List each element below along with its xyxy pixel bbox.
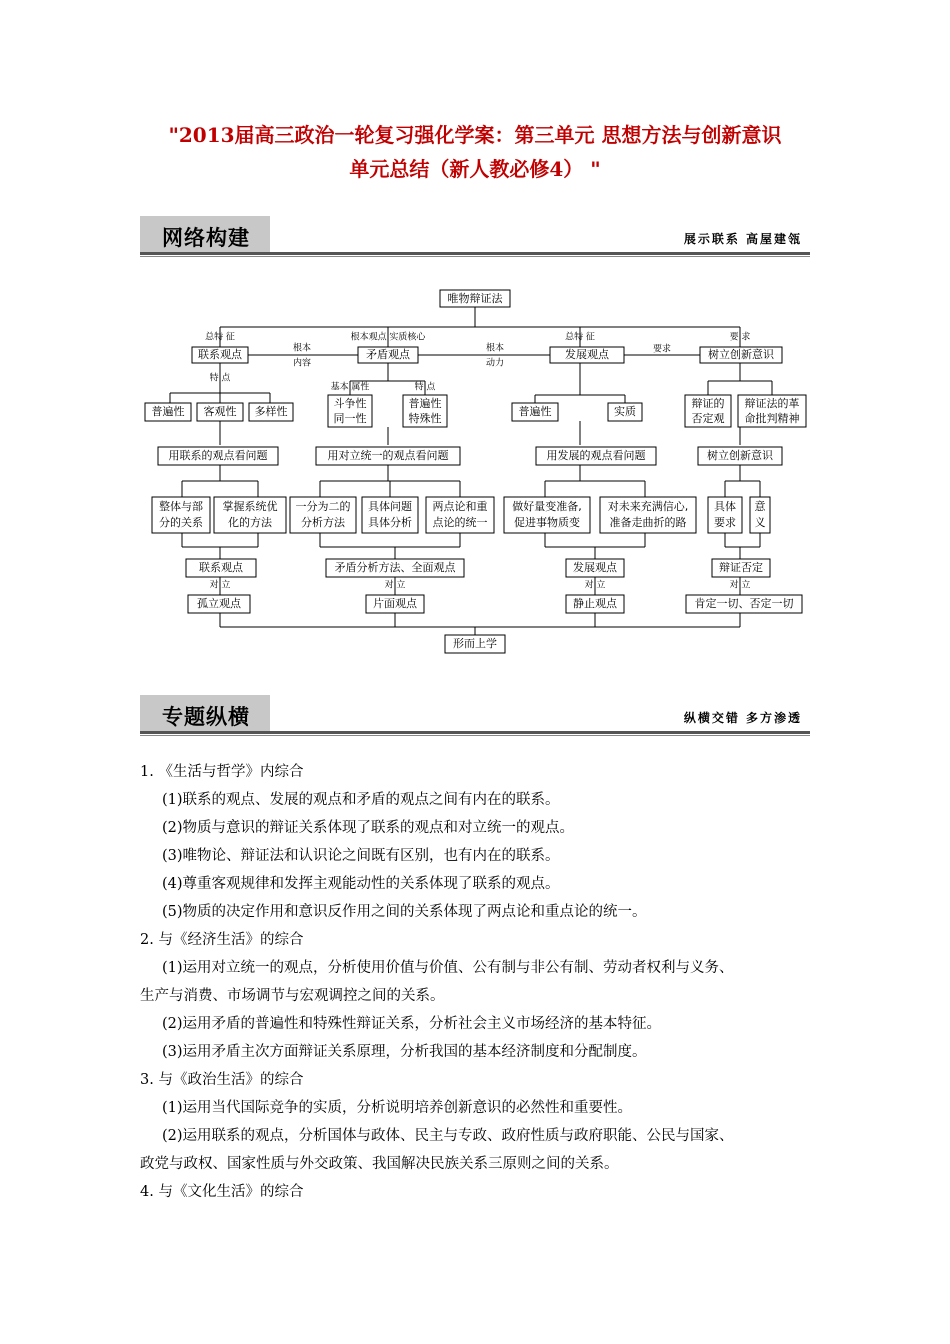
content-line: (2)运用矛盾的普遍性和特殊性辩证关系，分析社会主义市场经济的基本特征。	[162, 1016, 662, 1032]
svg-text:对未来充满信心,: 对未来充满信心,	[607, 500, 689, 513]
svg-text:用发展的观点看问题: 用发展的观点看问题	[546, 449, 646, 462]
svg-text:分析方法: 分析方法	[301, 516, 345, 529]
svg-text:掌握系统优: 掌握系统优	[222, 500, 278, 513]
topic-list	[140, 758, 830, 1206]
content-line: (1)运用当代国际竞争的实质，分析说明培养创新意识的必然性和重要性。	[162, 1100, 633, 1116]
svg-text:要求: 要求	[714, 516, 736, 529]
diagram-connectors	[170, 307, 772, 635]
content-line: (5)物质的决定作用和意识反作用之间的关系体现了两点论和重点论的统一。	[162, 904, 647, 920]
content-line: 3. 与《政治生活》的综合	[140, 1072, 304, 1088]
svg-text:普遍性: 普遍性	[151, 405, 185, 418]
svg-text:点论的统一: 点论的统一	[432, 516, 488, 529]
section-header-network	[140, 216, 810, 256]
svg-text:斗争性: 斗争性	[333, 397, 367, 410]
svg-text:命批判精神: 命批判精神	[744, 412, 800, 425]
svg-text:特殊性: 特殊性	[408, 412, 442, 425]
svg-text:辩证的: 辩证的	[691, 397, 725, 410]
edge-label: 要 求	[729, 332, 751, 343]
svg-text:发展观点: 发展观点	[573, 561, 617, 574]
node-views	[158, 447, 782, 465]
svg-text:普遍性: 普遍性	[408, 397, 442, 410]
content-line: 4. 与《文化生活》的综合	[140, 1184, 304, 1200]
edge-label: 动力	[485, 358, 505, 369]
content-line: 2. 与《经济生活》的综合	[140, 932, 304, 948]
document-title-line2: 单元总结（新人教必修4） "	[349, 157, 601, 181]
content-line: (2)物质与意识的辩证关系体现了联系的观点和对立统一的观点。	[162, 820, 575, 836]
svg-text:两点论和重: 两点论和重	[432, 500, 488, 513]
svg-text:做好量变准备,: 做好量变准备,	[512, 500, 582, 513]
svg-text:辩证法的革: 辩证法的革	[744, 397, 800, 410]
section-tab	[140, 695, 270, 731]
section-rule	[140, 731, 810, 734]
content-line: (3)唯物论、辩证法和认识论之间既有区别，也有内在的联系。	[162, 848, 560, 864]
edge-label: 特 点	[209, 373, 231, 384]
edge-label: 特 点	[414, 382, 436, 393]
node-bottom	[445, 635, 505, 653]
node-chuangxin-traits	[685, 395, 806, 427]
content-line: (2)运用联系的观点，分析国体与政体、民主与专政、政府性质与政府职能、公民与国家、	[162, 1128, 734, 1144]
edge-label: 对 立	[584, 580, 606, 591]
svg-text:唯物辩证法: 唯物辩证法	[447, 292, 503, 305]
svg-text:联系观点: 联系观点	[199, 561, 243, 574]
svg-text:否定观: 否定观	[691, 412, 725, 425]
edge-label: 对 立	[729, 580, 751, 591]
svg-text:化的方法: 化的方法	[228, 516, 272, 529]
svg-text:意: 意	[754, 500, 766, 513]
section-heading: 专题纵横	[162, 705, 250, 729]
concept-map-diagram	[140, 285, 810, 655]
svg-text:片面观点: 片面观点	[373, 597, 417, 610]
svg-text:辩证否定: 辩证否定	[719, 561, 763, 574]
content-line: 政党与政权、国家性质与外交政策、我国解决民族关系三原则之间的关系。	[140, 1156, 619, 1172]
svg-text:矛盾观点: 矛盾观点	[366, 348, 410, 361]
edge-label: 基本 属性	[330, 382, 370, 393]
svg-text:用联系的观点看问题: 用联系的观点看问题	[168, 449, 268, 462]
svg-text:矛盾分析方法、全面观点: 矛盾分析方法、全面观点	[334, 561, 456, 574]
edge-label: 总特 征	[205, 332, 235, 343]
section-slogan: 纵横交错 多方渗透	[683, 711, 802, 725]
svg-text:形而上学: 形而上学	[453, 637, 497, 650]
svg-text:实质: 实质	[614, 405, 636, 418]
svg-text:普遍性: 普遍性	[518, 405, 552, 418]
svg-text:具体问题: 具体问题	[368, 500, 412, 513]
svg-text:多样性: 多样性	[254, 405, 288, 418]
edge-label: 根本	[292, 343, 312, 354]
section-rule	[140, 252, 810, 255]
svg-text:分的关系: 分的关系	[159, 516, 203, 529]
edge-label: 根本	[485, 343, 505, 354]
content-line: (4)尊重客观规律和发挥主观能动性的关系体现了联系的观点。	[162, 876, 560, 892]
svg-text:联系观点: 联系观点	[198, 348, 242, 361]
svg-text:客观性: 客观性	[203, 405, 237, 418]
edge-label: 要求	[652, 344, 672, 355]
svg-text:一分为二的: 一分为二的	[295, 500, 351, 513]
section-heading: 网络构建	[162, 226, 250, 250]
node-methods	[152, 497, 770, 533]
svg-text:树立创新意识: 树立创新意识	[707, 449, 773, 462]
section-slogan: 展示联系 高屋建瓴	[683, 232, 802, 246]
section-header-topics	[140, 695, 810, 735]
node-maodun-traits	[328, 395, 447, 427]
svg-text:肯定一切、否定一切: 肯定一切、否定一切	[694, 597, 794, 610]
node-root	[440, 290, 510, 307]
document-title-line1: "2013届高三政治一轮复习强化学案：第三单元 思想方法与创新意识	[168, 123, 782, 147]
content-line: 生产与消费、市场调节与宏观调控之间的关系。	[140, 988, 445, 1004]
section-tab	[140, 216, 270, 252]
svg-text:促进事物质变: 促进事物质变	[514, 516, 580, 529]
edge-label: 总特 征	[565, 332, 595, 343]
svg-text:孤立观点: 孤立观点	[197, 597, 241, 610]
section-rule	[140, 256, 810, 257]
svg-text:整体与部: 整体与部	[159, 500, 203, 513]
svg-text:具体: 具体	[714, 500, 736, 513]
content-line: (3)运用矛盾主次方面辩证关系原理，分析我国的基本经济制度和分配制度。	[162, 1044, 647, 1060]
content-line: 1. 《生活与哲学》内综合	[140, 764, 304, 780]
svg-text:具体分析: 具体分析	[368, 516, 412, 529]
section-rule	[140, 735, 810, 736]
node-summary	[186, 559, 770, 577]
edge-label: 根本观点 实质核心	[350, 332, 426, 343]
svg-text:用对立统一的观点看问题: 用对立统一的观点看问题	[327, 449, 449, 462]
content-line: (1)联系的观点、发展的观点和矛盾的观点之间有内在的联系。	[162, 792, 560, 808]
edge-label: 对 立	[209, 580, 231, 591]
node-fazhan-traits	[512, 403, 642, 421]
edge-label: 对 立	[384, 580, 406, 591]
svg-text:树立创新意识: 树立创新意识	[708, 348, 774, 361]
svg-text:义: 义	[754, 516, 766, 529]
svg-text:准备走曲折的路: 准备走曲折的路	[609, 516, 687, 529]
content-line: (1)运用对立统一的观点，分析使用价值与价值、公有制与非公有制、劳动者权利与义务、	[162, 960, 734, 976]
edge-label: 内容	[292, 358, 312, 369]
svg-text:发展观点: 发展观点	[565, 348, 609, 361]
node-opposites	[188, 595, 802, 613]
svg-text:同一性: 同一性	[333, 412, 367, 425]
node-lianxi-traits	[145, 403, 293, 421]
svg-text:静止观点: 静止观点	[573, 597, 617, 610]
